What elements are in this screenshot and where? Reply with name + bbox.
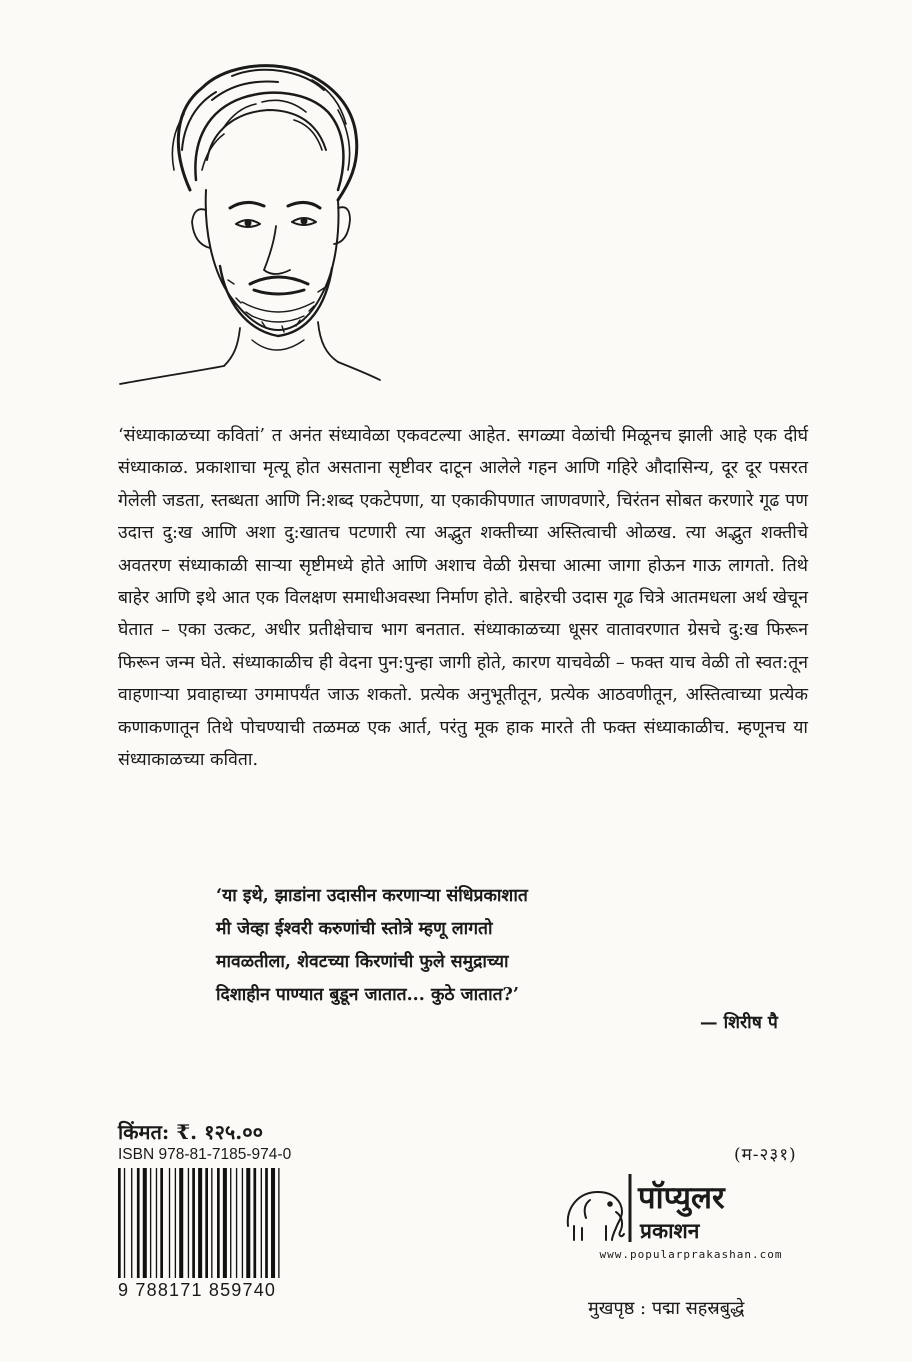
- cover-credit: मुखपृष्ठ : पद्मा सहस्रबुद्धे: [588, 1298, 745, 1319]
- author-portrait-sketch: [112, 40, 382, 390]
- barcode-digits: 9 788171 859740: [118, 1280, 277, 1300]
- quote-attribution: — शिरीष पै: [700, 1013, 778, 1033]
- publisher-name: पॉप्युलर: [638, 1180, 725, 1216]
- quote-line: मी जेव्हा ईश्वरी करुणांची स्तोत्रे म्हणू लागतो: [216, 919, 493, 939]
- barcode: [118, 1168, 290, 1278]
- quote-line: ‘या इथे, झाडांना उदासीन करणाऱ्या संधिप्रकाशात: [216, 886, 528, 906]
- quote-line: दिशाहीन पाण्यात बुडून जातात... कुठे जातात?’: [216, 985, 519, 1005]
- book-description: ‘संध्याकाळच्या कवितां’ त अनंत संध्यावेळा एकवटल्या आहेत. सगळ्या वेळांची मिळूनच झाली आहे एक दीर्घ संध्याकाळ. प्रकाशाचा मृत्यू होत असताना सृष्टीवर दाटून आलेले गहन आणि गहिरे औदासिन्य, दूर दूर पसरत गेलेली जडता, स्तब्धता आणि नि:शब्द एकटेपणा, या एकाकीपणात जाणवणारे, चिरंतन सोबत करणारे गूढ पण उदात्त दु:ख आणि अशा दु:खातच पटणारी त्या अद्भुत शक्तीच्या अस्तित्वाची ओळख. त्या अद्भुत शक्तीचे अवतरण संध्याकाळी साऱ्या सृष्टीमध्ये होते आणि अशाच वेळी ग्रेसचा आत्मा जागा होऊन गाऊ लागतो. तिथे बाहेर आणि इथे आत एक विलक्षण समाधीअवस्था निर्माण होते. बाहेरची उदास गूढ चित्रे आतमधला अर्थ खेचून घेतात – एका उत्कट, अधीर प्रतीक्षेचाच भाग बनतात. संध्याकाळच्या धूसर वातावरणात ग्रेसचे दु:ख फिरून फिरून जन्म घेते. संध्याकाळीच ही वेदना पुन:पुन्हा जागी होते, कारण याचवेळी – फक्त याच वेळी तो स्वत:तून वाहणाऱ्या प्रवाहाच्या उगमापर्यंत जाऊ शकतो. प्रत्येक अनुभूतीतून, प्रत्येक आठवणीतून, अस्तित्वाच्या प्रत्येक कणाकणातून तिथे पोचण्याची तळमळ एक आर्त, परंतु मूक हाक मारते ती फक्त संध्याकाळीच. म्हणूनच या संध्याकाळच्या कविता.: [118, 426, 808, 771]
- publisher-logo: [560, 1168, 822, 1246]
- publisher-website: www.popularprakashan.com: [599, 1248, 783, 1261]
- isbn-label: ISBN 978-81-7185-974-0: [118, 1146, 292, 1163]
- price-label: किंमत: ₹. १२५.००: [118, 1120, 264, 1144]
- catalog-number: (म-२३१): [734, 1145, 797, 1165]
- quote-line: मावळतीला, शेवटच्या किरणांची फुले समुद्राच्या: [216, 952, 509, 972]
- publisher-subname: प्रकाशन: [640, 1219, 700, 1243]
- poem-quote: [216, 880, 776, 1012]
- elephant-icon: [568, 1192, 624, 1240]
